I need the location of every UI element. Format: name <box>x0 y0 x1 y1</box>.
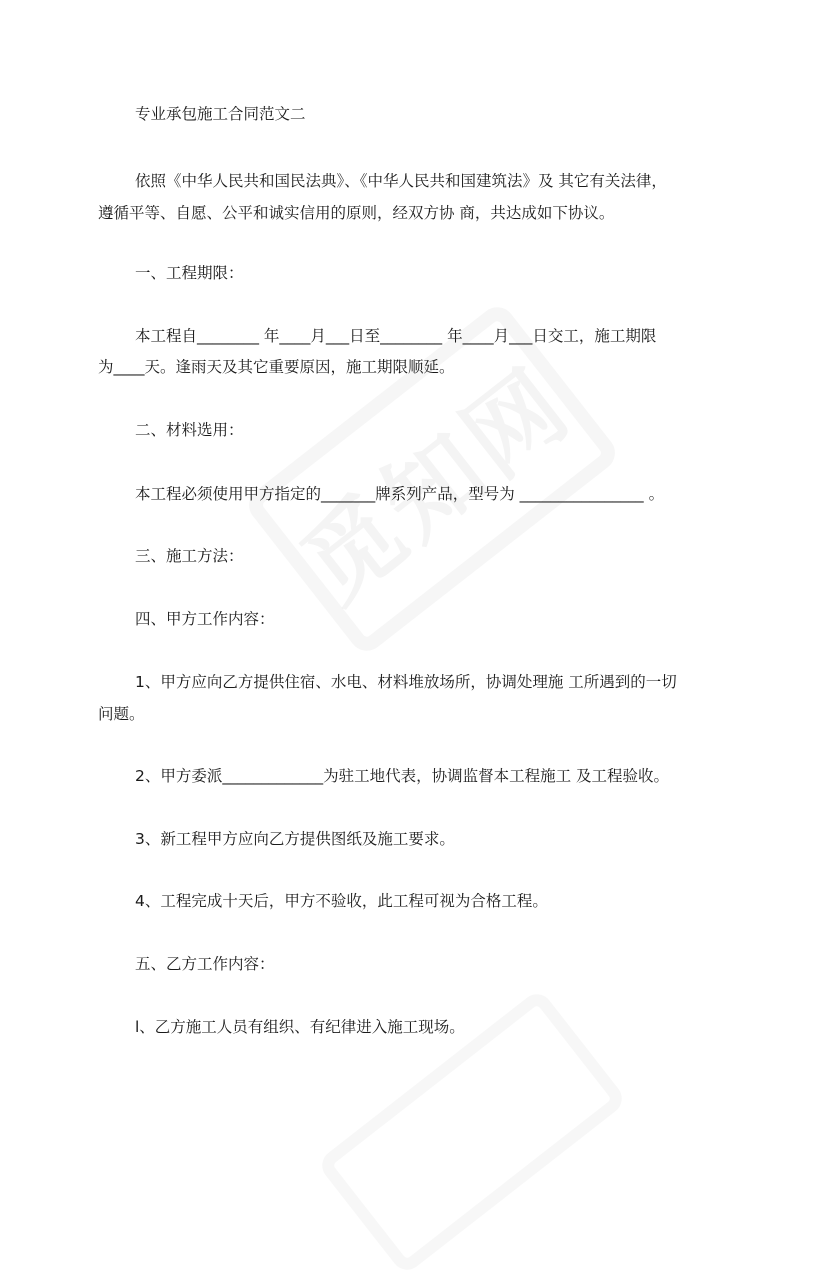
section-4-item-3: 3、新工程甲方应向乙方提供图纸及施工要求。 <box>135 830 455 848</box>
intro-line-2: 遵循平等、自愿、公平和诚实信用的原则，经双方协 商，共达成如下协议。 <box>98 204 615 222</box>
section-4-item-2: 2、甲方委派_____________为驻工地代表，协调监督本工程施工 及工程验收。 <box>135 767 670 785</box>
section-1-paragraph-line-1: 本工程自________ 年____月___日至________ 年____月___日交工，施工期限 <box>135 327 657 345</box>
section-5-item-1: l、乙方施工人员有组织、有纪律进入施工现场。 <box>135 1018 465 1036</box>
section-4-item-1-line-1: 1、甲方应向乙方提供住宿、水电、材料堆放场所，协调处理施 工所遇到的一切 <box>135 673 677 691</box>
section-2-paragraph: 本工程必须使用甲方指定的_______牌系列产品，型号为 ________________ 。 <box>135 485 665 503</box>
section-4-item-1-line-2: 问题。 <box>98 705 145 723</box>
section-4-item-4: 4、工程完成十天后，甲方不验收，此工程可视为合格工程。 <box>135 892 548 910</box>
watermark <box>242 300 622 658</box>
section-1-heading: 一、工程期限： <box>135 264 244 282</box>
section-5-heading: 五、乙方工作内容： <box>135 955 275 973</box>
section-1-paragraph-line-2: 为____天。逢雨天及其它重要原因，施工期限顺延。 <box>98 358 455 376</box>
section-3-heading: 三、施工方法： <box>135 547 244 565</box>
intro-line-1: 依照《中华人民共和国民法典》、《中华人民共和国建筑法》及 其它有关法律， <box>135 172 667 190</box>
document-title: 专业承包施工合同范文二 <box>135 105 306 123</box>
section-4-heading: 四、甲方工作内容： <box>135 610 275 628</box>
section-2-heading: 二、材料选用： <box>135 421 244 439</box>
